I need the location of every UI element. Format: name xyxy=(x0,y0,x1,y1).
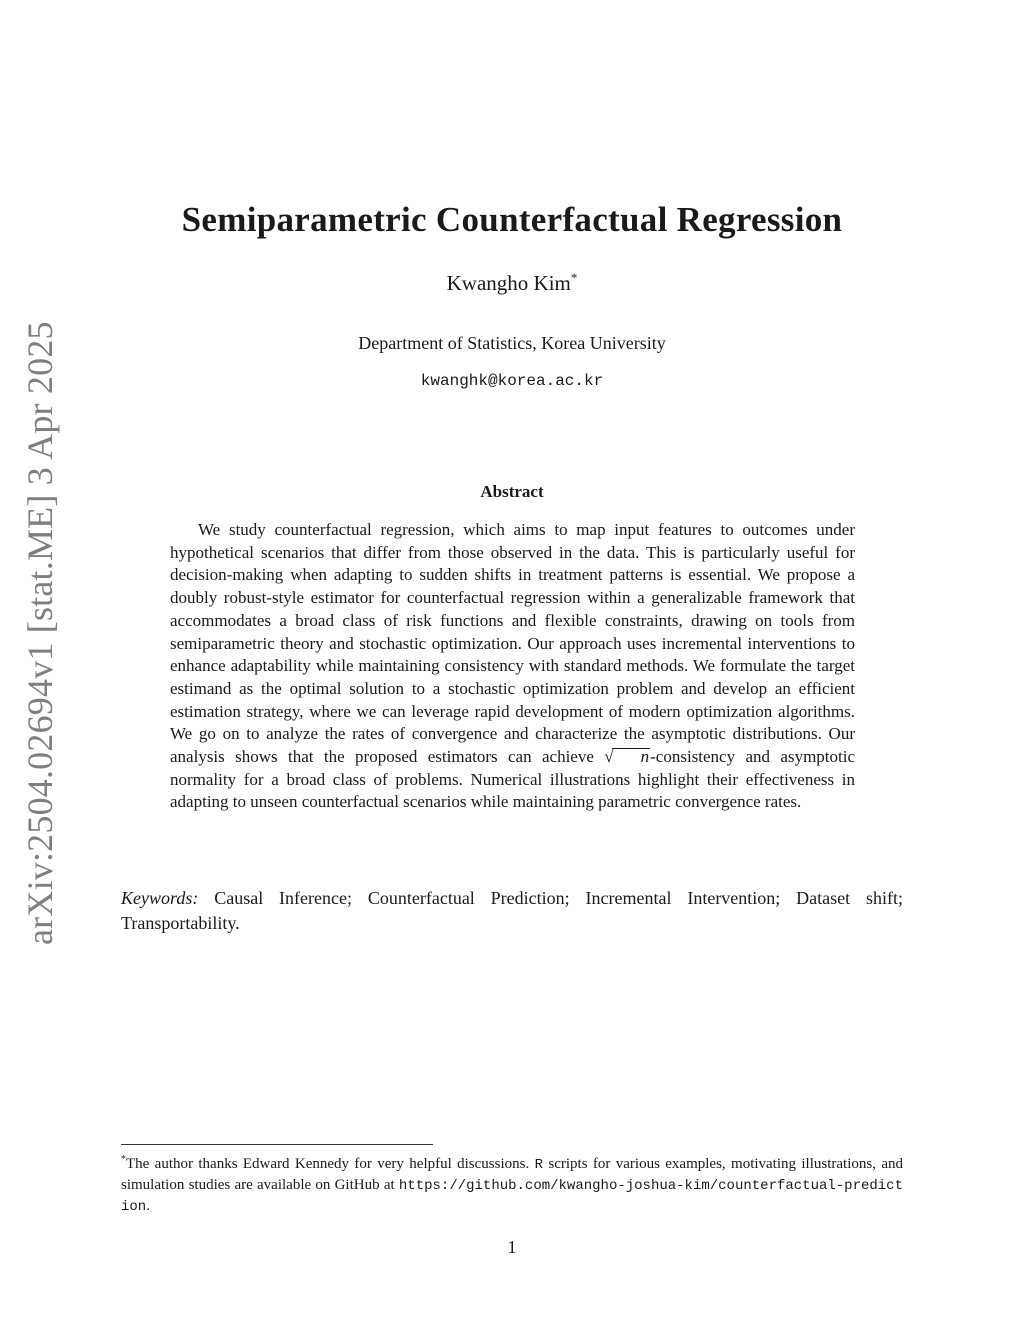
abstract-text-part-1: We study counterfactual regression, which aims to map input features to outcomes under hypothetical scenarios that differ from those observed in the data. This is particularly useful for decision-making when adapting to sudden shifts in treatment patterns is essential. We propose a doubly robust-style estimator for counterfactual regression within a generalizable framework that accommodates a broad class of risk functions and flexible constraints, drawing on tools from semiparametric theory and stochastic optimization. Our approach uses incremental interventions to enhance adaptability while maintaining consistency with standard methods. We formulate the target estimand as the optimal solution to a stochastic optimization problem and develop an efficient estimation strategy, where we can leverage rapid development of modern optimization algorithms. We go on to analyze the rates of convergence and characterize the asymptotic distributions. Our analysis shows that the proposed estimators can achieve xyxy=(170,520,855,767)
github-link[interactable]: https://github.com/kwangho-joshua-kim/counterfactual-prediction xyxy=(121,1178,903,1215)
author-footnote-mark[interactable]: * xyxy=(570,270,578,285)
abstract-body xyxy=(170,519,855,814)
author-line xyxy=(0,270,1024,296)
paper-title: Semiparametric Counterfactual Regression xyxy=(181,200,843,239)
footnote-rule xyxy=(121,1144,433,1145)
keywords-label: Keywords: xyxy=(121,888,199,908)
footnote xyxy=(121,1150,903,1217)
abstract-heading: Abstract xyxy=(480,482,544,501)
footnote-mark: * xyxy=(121,1154,126,1165)
author-affiliation: Department of Statistics, Korea University xyxy=(358,333,666,353)
keywords xyxy=(121,886,903,936)
footnote-text-part-2: scripts for various examples, motivating illustrations, and simulation studies are available on GitHub at xyxy=(121,1156,903,1193)
keywords-list: Causal Inference; Counterfactual Prediction; Incremental Intervention; Dataset shift; Transportability. xyxy=(121,888,903,933)
author-name: Kwangho Kim xyxy=(446,271,571,295)
arxiv-identifier-stamp: arXiv:2504.02694v1 [stat.ME] 3 Apr 2025 xyxy=(20,321,60,945)
footnote-code-r: R xyxy=(534,1157,543,1173)
sqrt-n: n xyxy=(612,748,651,765)
footnote-end: . xyxy=(146,1198,150,1214)
footnote-text-part-1: The author thanks Edward Kennedy for very helpful discussions. xyxy=(126,1156,535,1172)
page-number: 1 xyxy=(507,1237,517,1257)
sqrt-symbol: √ xyxy=(604,747,614,767)
author-email[interactable]: kwanghk@korea.ac.kr xyxy=(420,372,604,390)
abstract-text-part-2: -consistency and asymptotic normality for a broad class of problems. Numerical illustrations highlight their effectiveness in adapting to unseen counterfactual scenarios while maintaining parametric convergence rates. xyxy=(170,747,856,812)
